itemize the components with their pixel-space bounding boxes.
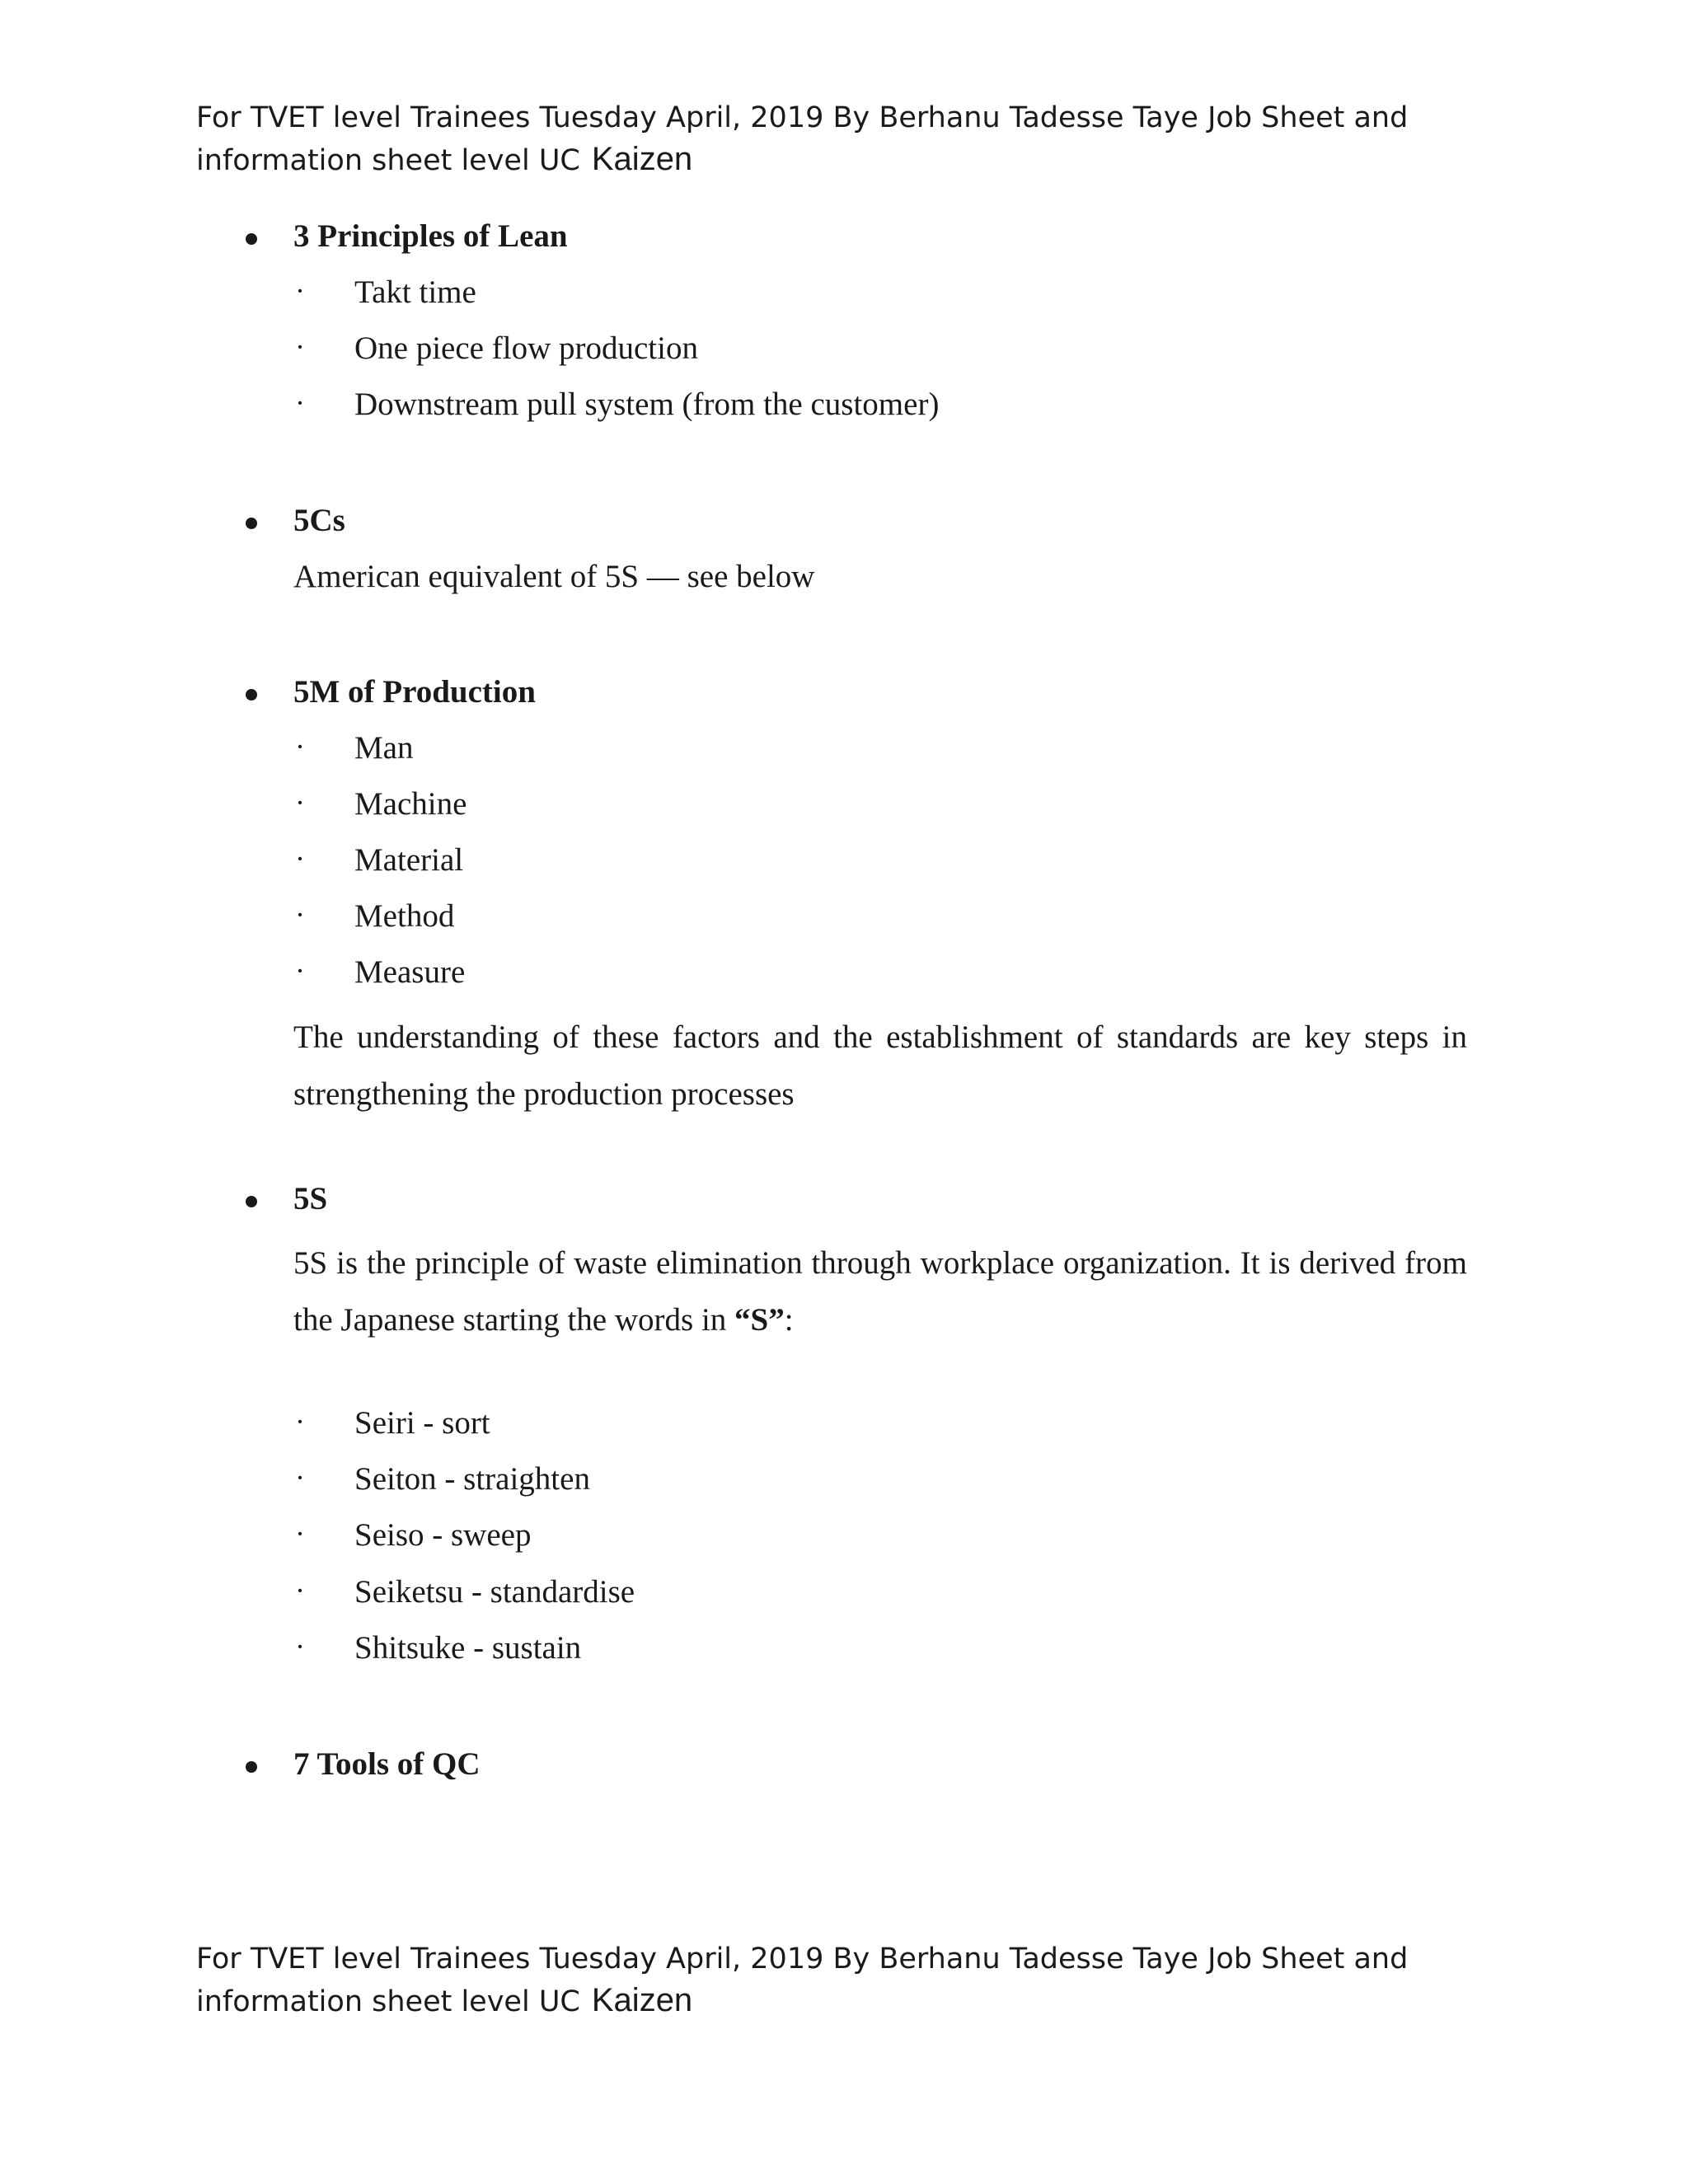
footer-line-2-text: information sheet level UC: [196, 1985, 580, 2018]
page-header: [196, 97, 1597, 181]
list-item: [0, 330, 1688, 386]
header-line-1: For TVET level Trainees Tuesday April, 2019 By Berhanu Tadesse Taye Job Sheet and: [196, 101, 1409, 134]
bullet-dot: [246, 518, 257, 529]
section-heading-qc: 7 Tools of QC: [293, 1746, 481, 1782]
list-item-text: Seiton - straighten: [354, 1461, 590, 1497]
section-text-5cs: American equivalent of 5S — see below: [293, 559, 815, 594]
footer-kaizen: Kaizen: [591, 1982, 693, 2018]
list-item-text: Measure: [354, 954, 466, 990]
bullet-marker: ·: [295, 387, 305, 419]
header-line-2-text: information sheet level UC: [196, 144, 580, 177]
bullet-marker: ·: [295, 330, 305, 363]
paragraph-colon: :: [784, 1302, 794, 1338]
list-item-text: Takt time: [354, 274, 476, 310]
list-item: [0, 1629, 1688, 1685]
list-item: [0, 1460, 1688, 1516]
page-footer: [196, 1938, 1597, 2022]
paragraph-text: 5S is the principle of waste elimination through workplace organization. It is derived from the Japanese starting the words in: [293, 1245, 1467, 1338]
bullet-marker: ·: [295, 898, 305, 931]
list-item-text: Shitsuke - sustain: [354, 1630, 582, 1666]
list-item-text: Seiketsu - standardise: [354, 1574, 635, 1610]
bullet-marker: ·: [295, 1630, 305, 1663]
list-item-text: Downstream pull system (from the customer): [354, 387, 940, 422]
list-item-text: Material: [354, 842, 464, 878]
bullet-dot: [246, 233, 257, 245]
paragraph-bold-s: “S”: [734, 1302, 785, 1338]
header-kaizen: Kaizen: [591, 141, 693, 177]
list-item-text: Seiri - sort: [354, 1405, 490, 1441]
list-item: [0, 1573, 1688, 1629]
list-item-text: Seiso - sweep: [354, 1517, 532, 1553]
list-item-text: Method: [354, 898, 455, 934]
bullet-marker: ·: [295, 1574, 305, 1607]
bullet-dot: [246, 689, 257, 701]
list-item: [0, 954, 1688, 1010]
list-item: [0, 729, 1688, 785]
bullet-marker: ·: [295, 1461, 305, 1494]
bullet-dot: [246, 1196, 257, 1207]
bullet-dot: [246, 1761, 257, 1773]
list-item-text: Man: [354, 730, 414, 766]
section-heading-5s: 5S: [293, 1181, 328, 1216]
footer-line-2: [196, 1980, 1597, 2022]
bullet-marker: ·: [295, 274, 305, 307]
bullet-marker: ·: [295, 954, 305, 987]
section-paragraph-5s: [293, 1235, 1467, 1348]
section-paragraph-5m: The understanding of these factors and the establishment of standards are key steps in strengthening the production processes: [293, 1019, 1467, 1112]
bullet-marker: ·: [295, 730, 305, 763]
bullet-marker: ·: [295, 842, 305, 875]
header-line-2: [196, 138, 1597, 181]
section-heading-5cs: 5Cs: [293, 503, 345, 538]
list-item: [0, 1404, 1688, 1460]
section-heading-lean: 3 Principles of Lean: [293, 218, 568, 254]
bullet-marker: ·: [295, 1405, 305, 1438]
bullet-marker: ·: [295, 1517, 305, 1550]
bullet-marker: ·: [295, 786, 305, 819]
footer-line-1: For TVET level Trainees Tuesday April, 2019 By Berhanu Tadesse Taye Job Sheet and: [196, 1943, 1409, 1975]
list-item: [0, 785, 1688, 841]
section-heading-5m: 5M of Production: [293, 674, 536, 710]
list-item: [0, 841, 1688, 898]
list-item: [0, 274, 1688, 330]
list-item: [0, 898, 1688, 954]
list-item: [0, 386, 1688, 442]
list-item-text: Machine: [354, 786, 467, 822]
list-item: [0, 1516, 1688, 1572]
list-item-text: One piece flow production: [354, 330, 698, 366]
